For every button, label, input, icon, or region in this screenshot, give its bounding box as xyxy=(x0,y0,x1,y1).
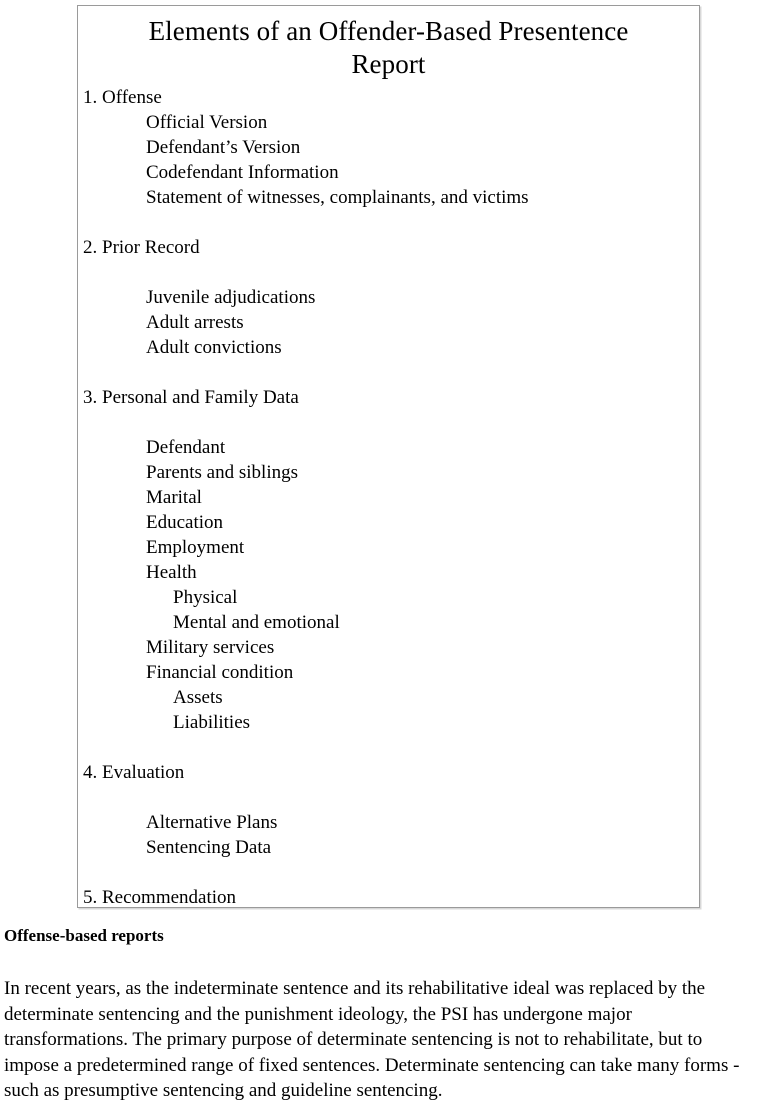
outline-row-level-2: Official Version xyxy=(146,112,268,133)
outline-row-level-2: Sentencing Data xyxy=(146,837,272,858)
outline-row-level-1: 2. Prior Record xyxy=(83,237,200,258)
outline-spacer xyxy=(78,210,699,235)
outline-box-title-line-1: Elements of an Offender-Based Presentence xyxy=(148,16,629,46)
outline-box xyxy=(77,5,700,908)
outline-spacer xyxy=(78,785,699,810)
outline-row-level-2: Codefendant Information xyxy=(146,162,339,183)
body-area xyxy=(4,925,760,1104)
outline-box-title-line-2: Report xyxy=(351,49,426,79)
outline-row-level-2: Adult arrests xyxy=(146,312,244,333)
outline-row-level-2: Defendant’s Version xyxy=(146,137,301,158)
outline-row-level-2: Alternative Plans xyxy=(146,812,278,833)
body-paragraph: In recent years, as the indeterminate sentence and its rehabilitative ideal was replaced by the determinate sentencing and the punishment ideology, the PSI has undergone major transformations. The primary purpose of determinate sentencing is not to rehabilitate, but to impose a predetermined range of fixed sentences. Determinate sentencing can take many forms - such as presumptive sentencing and guideline sentencing. xyxy=(4,978,740,1101)
outline-row-level-2: Military services xyxy=(146,637,275,658)
outline-row-level-1: 3. Personal and Family Data xyxy=(83,387,299,408)
outline-row-level-2: Health xyxy=(146,562,197,583)
outline-row-level-2: Education xyxy=(146,512,224,533)
outline-row-level-2: Juvenile adjudications xyxy=(146,287,316,308)
outline-row-level-2: Employment xyxy=(146,537,245,558)
outline-row-level-1: 1. Offense xyxy=(83,87,162,108)
outline-spacer xyxy=(78,360,699,385)
section-heading: Offense-based reports xyxy=(4,926,164,945)
outline-list xyxy=(78,85,699,910)
outline-row-level-3: Liabilities xyxy=(173,712,251,733)
outline-spacer xyxy=(78,260,699,285)
outline-row-level-3: Assets xyxy=(173,687,223,708)
outline-row-level-3: Mental and emotional xyxy=(173,612,340,633)
outline-row-level-1: 4. Evaluation xyxy=(83,762,185,783)
outline-row-level-2: Adult convictions xyxy=(146,337,282,358)
outline-row-level-3: Physical xyxy=(173,587,238,608)
outline-row-level-2: Defendant xyxy=(146,437,226,458)
outline-row-level-2: Marital xyxy=(146,487,202,508)
outline-row-level-2: Statement of witnesses, complainants, and victims xyxy=(146,187,529,208)
outline-spacer xyxy=(78,410,699,435)
outline-row-level-2: Financial condition xyxy=(146,662,294,683)
outline-box-title xyxy=(92,15,685,81)
outline-row-level-1: 5. Recommendation xyxy=(83,887,237,908)
outline-spacer xyxy=(78,735,699,760)
outline-row-level-2: Parents and siblings xyxy=(146,462,298,483)
outline-spacer xyxy=(78,860,699,885)
